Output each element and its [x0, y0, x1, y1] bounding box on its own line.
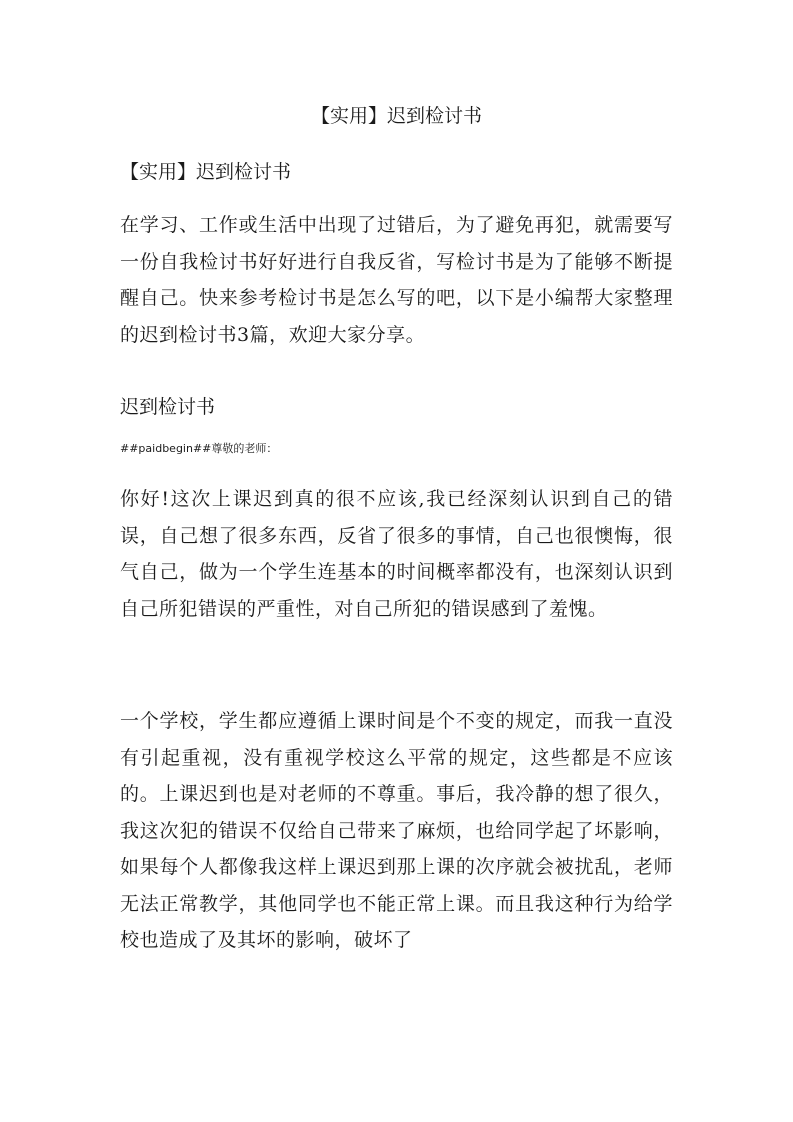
intro-paragraph: 在学习、工作或生活中出现了过错后，为了避免再犯，就需要写一份自我检讨书好好进行自我反省，写检讨书是为了能够不断提醒自己。快来参考检讨书是怎么写的吧，以下是小编帮大家整理的迟到检讨书3篇，欢迎大家分享。	[120, 214, 673, 346]
body-paragraph-2: 一个学校，学生都应遵循上课时间是个不变的规定，而我一直没有引起重视，没有重视学校这么平常的规定，这些都是不应该的。上课迟到也是对老师的不尊重。事后，我冷静的想了很久，我这次犯的错误不仅给自己带来了麻烦，也给同学起了坏影响，如果每个人都像我这样上课迟到那上课的次序就会被扰乱，老师无法正常教学，其他同学也不能正常上课。而且我这种行为给学校也造成了及其坏的影响，破坏了	[120, 710, 673, 951]
section-heading: 迟到检讨书	[120, 396, 216, 418]
body-paragraph-1: 你好!这次上课迟到真的很不应该,我已经深刻认识到自己的错误，自己想了很多东西，反省了很多的事情，自己也很懊悔，很气自己，做为一个学生连基本的时间概率都没有，也深刻认识到自己所犯错误的严重性，对自己所犯的错误感到了羞愧。	[120, 488, 673, 620]
document-title: 【实用】迟到检讨书	[310, 105, 482, 127]
document-subtitle: 【实用】迟到检讨书	[120, 161, 292, 183]
salutation: ##paidbegin##尊敬的老师：	[120, 442, 278, 455]
